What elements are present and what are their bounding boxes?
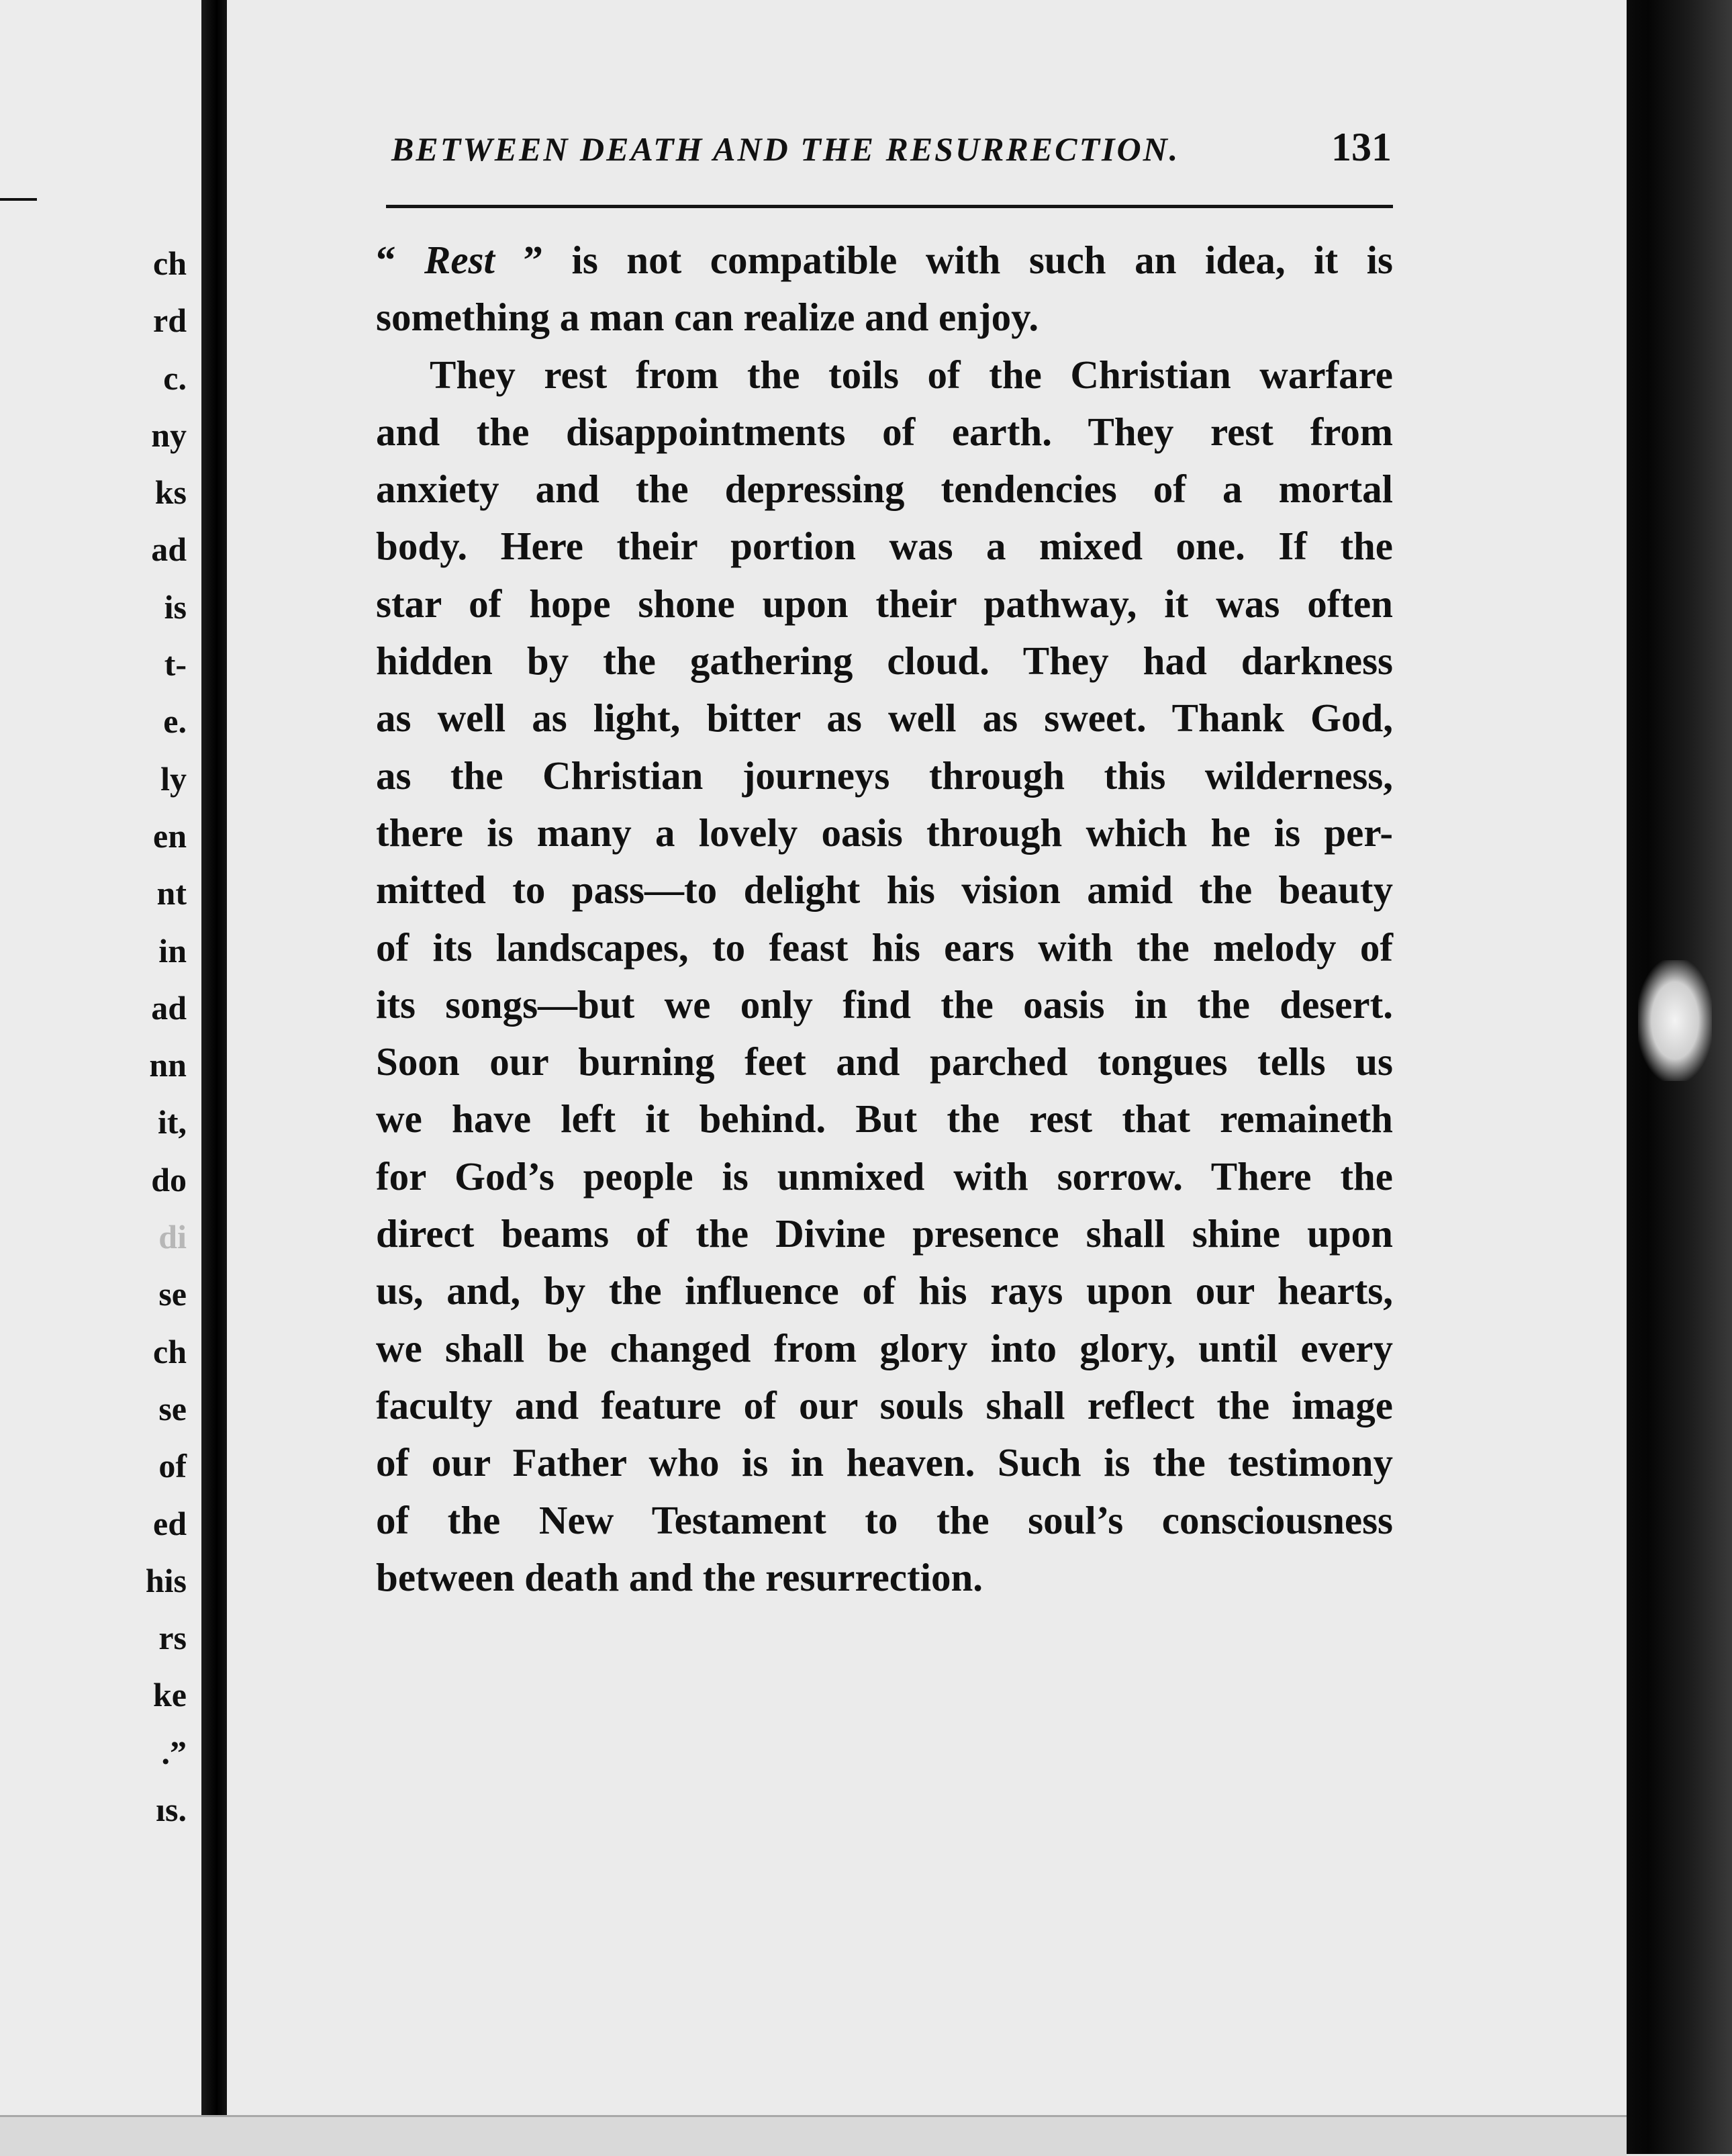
left-fragment: ch (153, 1332, 187, 1370)
text-line: us, and, by the influence of his rays upon our hearts, (376, 1268, 1393, 1313)
running-head-title: BETWEEN DEATH AND THE RESURRECTION. (391, 130, 1180, 168)
left-page-edge (0, 0, 203, 2115)
text-line: “ Rest ” is not compatible with such an idea, it is (376, 238, 1393, 282)
left-fragment: di (158, 1218, 187, 1256)
left-fragment: e. (163, 702, 187, 741)
header-rule (386, 205, 1393, 208)
text-line: something a man can realize and enjoy. (376, 295, 1039, 340)
text-line: we have left it behind. But the rest that remaineth (376, 1096, 1393, 1141)
right-page (227, 0, 1627, 2115)
book-gutter (201, 0, 227, 2115)
left-fragment: ad (151, 530, 187, 569)
text-line: direct beams of the Divine presence shall shine upon (376, 1211, 1393, 1256)
left-fragment: ed (153, 1504, 187, 1542)
text-line: there is many a lovely oasis through which he is per- (376, 810, 1393, 855)
text-line: as the Christian journeys through this wilderness, (376, 753, 1393, 798)
left-fragment: nt (156, 874, 187, 912)
text-line: of our Father who is in heaven. Such is the testimony (376, 1440, 1393, 1485)
text-line: anxiety and the depressing tendencies of a mortal (376, 467, 1393, 512)
text-line: body. Here their portion was a mixed one. If the (376, 524, 1393, 569)
text-line: star of hope shone upon their pathway, it was often (376, 581, 1393, 626)
left-fragment: t- (164, 645, 187, 684)
left-fragment: do (151, 1160, 187, 1199)
left-fragment: .” (161, 1733, 187, 1771)
left-fragment: ny (151, 416, 187, 454)
left-page-rule (0, 198, 37, 201)
text-line: its songs—but we only find the oasis in the desert. (376, 982, 1393, 1027)
running-head (391, 124, 1392, 171)
scan-bottom-strip (0, 2115, 1627, 2156)
text-line: They rest from the toils of the Christian warfare (430, 352, 1393, 397)
left-fragment: nn (149, 1046, 187, 1084)
text-line: we shall be changed from glory into glory, until every (376, 1325, 1393, 1370)
left-page-text-fragments (146, 235, 187, 1838)
text-line: between death and the resurrection. (376, 1554, 983, 1599)
left-fragment: of (158, 1447, 187, 1485)
body-text (376, 232, 1393, 1606)
left-fragment: rs (158, 1619, 187, 1657)
left-fragment: is (164, 588, 187, 626)
left-fragment: ıs. (156, 1791, 187, 1829)
text-line: of the New Testament to the soul’s consciousness (376, 1497, 1393, 1542)
text-line: of its landscapes, to feast his ears with the melody of (376, 925, 1393, 970)
left-fragment: se (158, 1275, 187, 1313)
left-fragment: rd (153, 301, 187, 340)
text-line: for God’s people is unmixed with sorrow. There the (376, 1154, 1393, 1199)
text-line: Soon our burning feet and parched tongues tells us (376, 1039, 1393, 1084)
text-line: mitted to pass—to delight his vision amid the beauty (376, 868, 1393, 912)
left-fragment: ch (153, 244, 187, 282)
left-fragment: ly (160, 759, 187, 798)
left-fragment: ks (154, 473, 187, 512)
left-fragment: c. (163, 359, 187, 397)
left-fragment: en (153, 816, 187, 855)
page-number: 131 (1331, 125, 1392, 169)
left-fragment: ke (153, 1676, 187, 1714)
left-fragment: in (158, 931, 187, 970)
scan-glare (1638, 960, 1712, 1081)
text-line: as well as light, bitter as well as sweet. Thank God, (376, 696, 1393, 741)
left-fragment: it, (157, 1103, 187, 1141)
left-fragment: his (145, 1561, 187, 1599)
text-line: and the disappointments of earth. They rest from (376, 409, 1393, 454)
left-fragment: ad (151, 988, 187, 1027)
text-line: hidden by the gathering cloud. They had darkness (376, 639, 1393, 684)
left-fragment: se (158, 1389, 187, 1427)
text-line: faculty and feature of our souls shall reflect the image (376, 1382, 1393, 1427)
